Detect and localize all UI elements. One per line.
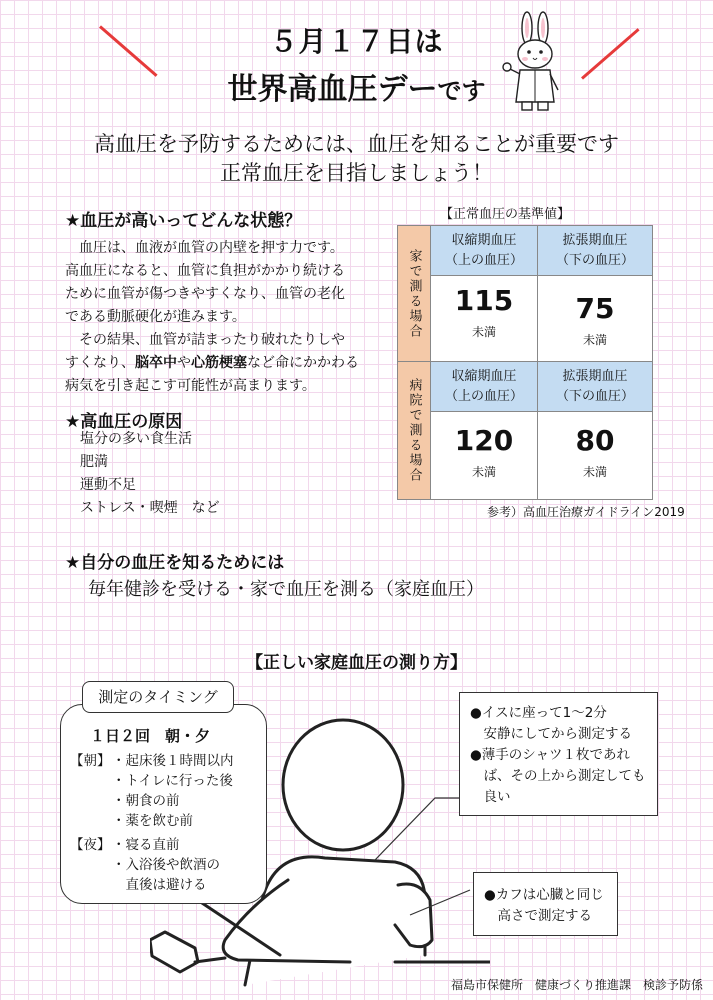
hospital-systolic-header (431, 362, 537, 412)
systolic-header-line-2: （上の血圧） (444, 253, 523, 268)
cuff-tip-line: 高さで測定する (484, 908, 592, 924)
systolic-header-line-2: （上の血圧） (444, 389, 523, 404)
home-diastolic-unit: 未満 (582, 333, 607, 347)
state-paragraph (65, 237, 365, 398)
hospital-diastolic-value: 80 (575, 424, 615, 457)
table-column-divider (537, 226, 538, 499)
hospital-systolic-unit: 未満 (471, 465, 496, 479)
hospital-systolic-cell (431, 424, 537, 480)
timing-main: １日２回 朝・夕 (90, 727, 211, 745)
intro-line-1: 高血圧を予防するためには、血圧を知ることが重要です (94, 132, 619, 156)
cause-item: 塩分の多い食生活 (80, 431, 192, 447)
title-main (0, 64, 713, 108)
intro-line-2: 正常血圧を目指しましょう！ (220, 161, 493, 185)
diastolic-header-line-2: （下の血圧） (555, 253, 634, 268)
causes-heading: ★高血圧の原因 (65, 412, 183, 432)
measure-heading: 【正しい家庭血圧の測り方】 (246, 653, 467, 673)
table-caption: 【正常血圧の基準値】 (440, 207, 571, 222)
hospital-diastolic-cell (538, 424, 652, 480)
home-diastolic-value: 75 (575, 292, 615, 325)
know-text: 毎年健診を受ける・家で血圧を測る（家庭血圧） (88, 579, 484, 600)
cause-item: 運動不足 (80, 477, 136, 493)
cause-item: 肥満 (80, 454, 108, 470)
title-suffix: です (437, 77, 486, 105)
home-systolic-cell (431, 284, 537, 340)
posture-tip-line: 安静にしてから測定する (470, 726, 632, 742)
home-systolic-value: 115 (454, 284, 514, 317)
home-systolic-header (431, 226, 537, 276)
hospital-diastolic-header (538, 362, 652, 412)
systolic-header-line-1: 収縮期血圧 (451, 369, 517, 384)
night-list (112, 835, 220, 895)
state-heading: ★血圧が高いってどんな状態？ (65, 211, 302, 231)
night-tag: 【夜】 (70, 837, 111, 853)
bp-standard-table (397, 225, 653, 500)
night-item: ・寝る直前 (112, 837, 180, 853)
morning-list (112, 751, 234, 831)
state-line-2: 高血圧になると、血管に負担がかかり続ける (65, 263, 345, 279)
know-heading: ★自分の血圧を知るためには (65, 553, 285, 573)
hospital-row-label: 病院で測る場合 (398, 362, 431, 499)
morning-tag: 【朝】 (70, 753, 111, 769)
table-reference: 参考）高血圧治療ガイドライン2019 (487, 505, 685, 519)
heart-attack-term: 心筋梗塞 (191, 355, 247, 371)
timing-label-tag (82, 681, 234, 713)
morning-item: ・薬を飲む前 (112, 813, 193, 829)
posture-tip-line: 良い (470, 789, 511, 805)
state-line-7: 病気を引き起こす可能性が高まります。 (65, 378, 316, 394)
cuff-tip-line: ●カフは心臓と同じ (484, 887, 604, 903)
home-diastolic-header (538, 226, 652, 276)
morning-item: ・トイレに行った後 (112, 773, 233, 789)
state-line-4: である動脈硬化が進みます。 (65, 309, 246, 325)
state-line-6-e: など命にかかわる (247, 355, 359, 371)
state-line-3: ために血管が傷つきやすくなり、血管の老化 (65, 286, 345, 302)
diastolic-header-line-1: 拡張期血圧 (562, 233, 628, 248)
title-date: ５月１７日は (269, 25, 444, 58)
state-line-6-c: や (177, 355, 191, 371)
state-line-6-a: すくなり、 (65, 355, 135, 371)
home-systolic-unit: 未満 (471, 325, 496, 339)
causes-list (80, 428, 220, 520)
state-line-5: その結果、血管が詰まったり破れたりしや (79, 332, 345, 348)
posture-tip-line: ●薄手のシャツ１枚であれ (470, 747, 631, 763)
morning-item: ・朝食の前 (112, 793, 180, 809)
posture-tip-box (459, 692, 658, 816)
night-item: ・入浴後や飲酒の (112, 857, 220, 873)
footer-credit: 福島市保健所 健康づくり推進課 検診予防係 (450, 978, 703, 992)
state-line-1: 血圧は、血液が血管の内壁を押す力です。 (79, 240, 344, 256)
timing-label: 測定のタイミング (98, 688, 218, 706)
posture-tip-line: ば、その上から測定しても (470, 768, 646, 784)
morning-item: ・起床後１時間以内 (112, 753, 234, 769)
hospital-systolic-value: 120 (454, 424, 514, 457)
cuff-tip-box (473, 872, 618, 936)
title-main-text: 世界高血圧デー (227, 72, 438, 107)
hospital-diastolic-unit: 未満 (582, 465, 607, 479)
night-item: 直後は避ける (112, 877, 207, 893)
cause-item: ストレス・喫煙 など (80, 500, 220, 516)
state-line-6 (65, 352, 365, 375)
diastolic-header-line-2: （下の血圧） (555, 389, 634, 404)
stroke-term: 脳卒中 (135, 355, 177, 371)
home-row-label: 家で測る場合 (398, 226, 431, 361)
callout-pointers (370, 790, 480, 930)
systolic-header-line-1: 収縮期血圧 (451, 233, 517, 248)
diastolic-header-line-1: 拡張期血圧 (562, 369, 628, 384)
rabbit-mascot-illustration (500, 10, 570, 115)
posture-tip-line: ●イスに座って1～2分 (470, 705, 607, 721)
home-diastolic-cell (538, 292, 652, 348)
